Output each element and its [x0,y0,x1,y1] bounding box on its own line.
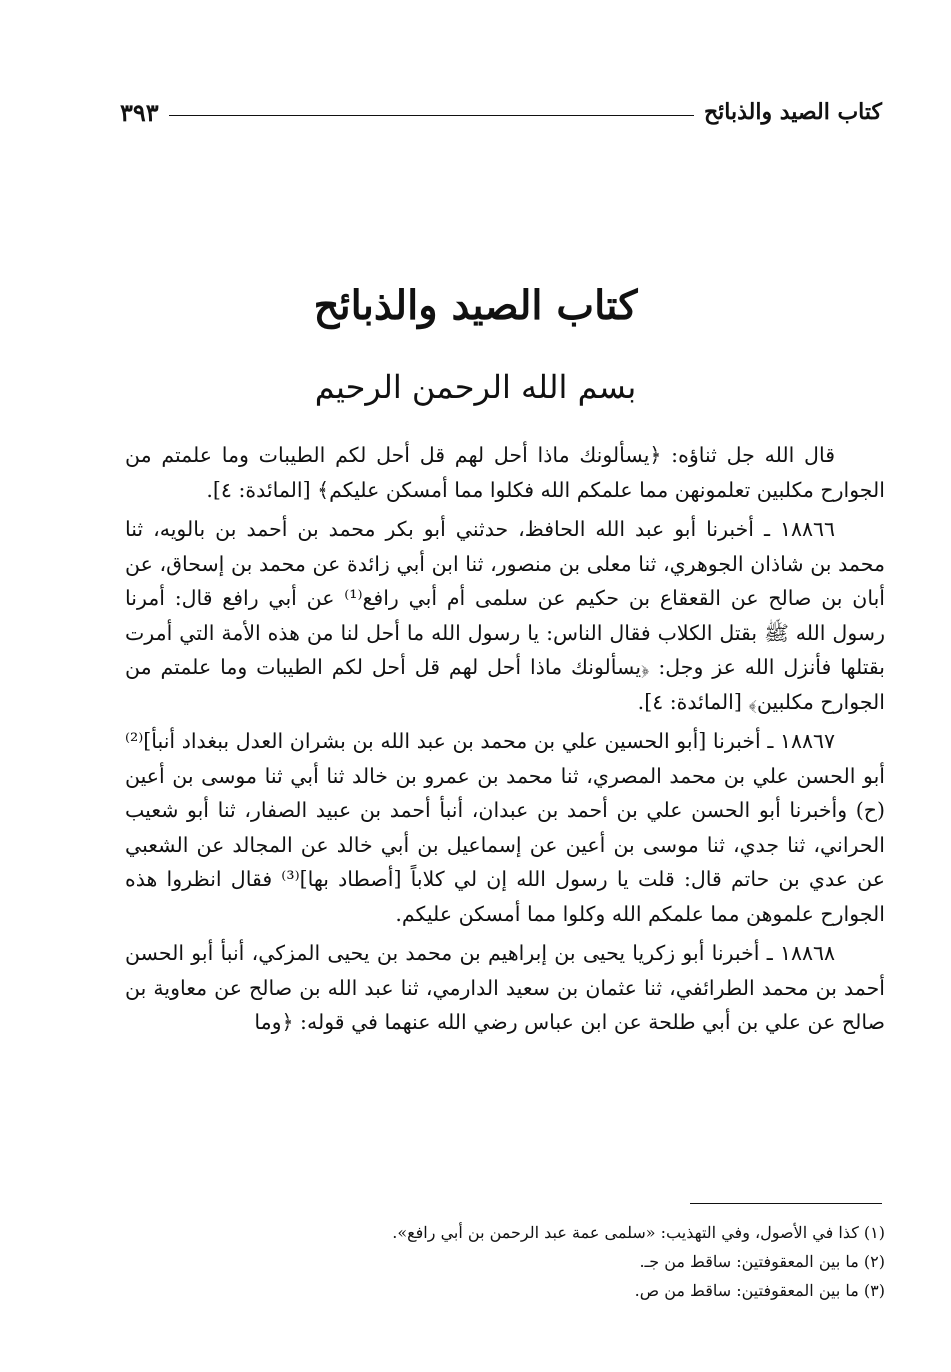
running-header [120,92,882,132]
footnote-3: (٣) ما بين المعقوفتين: ساقط من ص. [634,1281,885,1300]
running-header-title: كتاب الصيد والذبائح [703,99,882,125]
page-title: كتاب الصيد والذبائح [313,282,638,329]
footnotes [125,1218,885,1305]
paragraph-intro: قال الله جل ثناؤه: ﴿يسألونك ماذا أحل لهم قل أحل لكم الطيبات وما علمتم من الجوارح مكلبين تعلمونهن مما علمكم الله فكلوا مما أمسكن عليكم﴾ [المائدة: ٤]. [125,443,885,502]
body-text [125,438,885,1045]
paragraph-hadith-18868: ١٨٨٦٨ ـ أخبرنا أبو زكريا يحيى بن إبراهيم بن محمد بن يحيى المزكي، أنبأ أبو الحسن أحمد بن محمد الطرائفي، ثنا عثمان بن سعيد الدارمي، ثنا عبد الله بن صالح عن معاوية بن صالح عن علي بن أبي طلحة عن ابن عباس رضي الله عنهما في قوله: ﴿وما [125,941,885,1034]
paragraph-hadith-18867: ١٨٨٦٧ ـ أخبرنا [أبو الحسين علي بن محمد بن عبد الله بن بشران العدل ببغداد أنبأ]⁽²⁾ أبو الحسن علي بن محمد المصري، ثنا محمد بن عمرو بن خالد ثنا أبي ثنا موسى بن أعين (ح) وأخبرنا أبو الحسن علي بن أحمد بن عبدان، أنبأ أحمد بن عبيد الصفار، ثنا أبو شعيب الحراني، ثنا جدي، ثنا موسى بن أعين عن إسماعيل بن أبي خالد عن المجالد عن الشعبي عن عدي بن حاتم قال: قلت يا رسول الله إن لي كلاباً [أصطاد بها]⁽³⁾ فقال انظروا هذه الجوارح علموهن مما علمكم الله وكلوا مما أمسكن عليكم. [125,729,885,926]
header-rule [169,115,694,116]
basmala: بسم الله الرحمن الرحيم [314,368,637,406]
footnote-1: (١) كذا في الأصول، وفي التهذيب: «سلمى عمة عبد الرحمن بن أبي رافع». [392,1223,885,1242]
footnote-2: (٢) ما بين المعقوفتين: ساقط من جـ. [639,1252,885,1271]
page-number: ٣٩٣ [120,97,159,127]
footnote-divider [690,1203,882,1204]
paragraph-hadith-18866: ١٨٨٦٦ ـ أخبرنا أبو عبد الله الحافظ، حدثني أبو بكر محمد بن أحمد بن بالويه، ثنا محمد بن شاذان الجوهري، ثنا معلى بن منصور، ثنا ابن أبي زائدة عن محمد بن إسحاق، عن أبان بن صالح عن القعقاع بن حكيم عن سلمى أم أبي رافع⁽¹⁾ عن أبي رافع قال: أمرنا رسول الله ﷺ بقتل الكلاب فقال الناس: يا رسول الله ما أحل لنا من هذه الأمة التي أمرت بقتلها فأنزل الله عز وجل: ﴿يسألونك ماذا أحل لهم قل أحل لكم الطيبات وما علمتم من الجوارح مكلبين﴾ [المائدة: ٤]. [125,517,885,714]
